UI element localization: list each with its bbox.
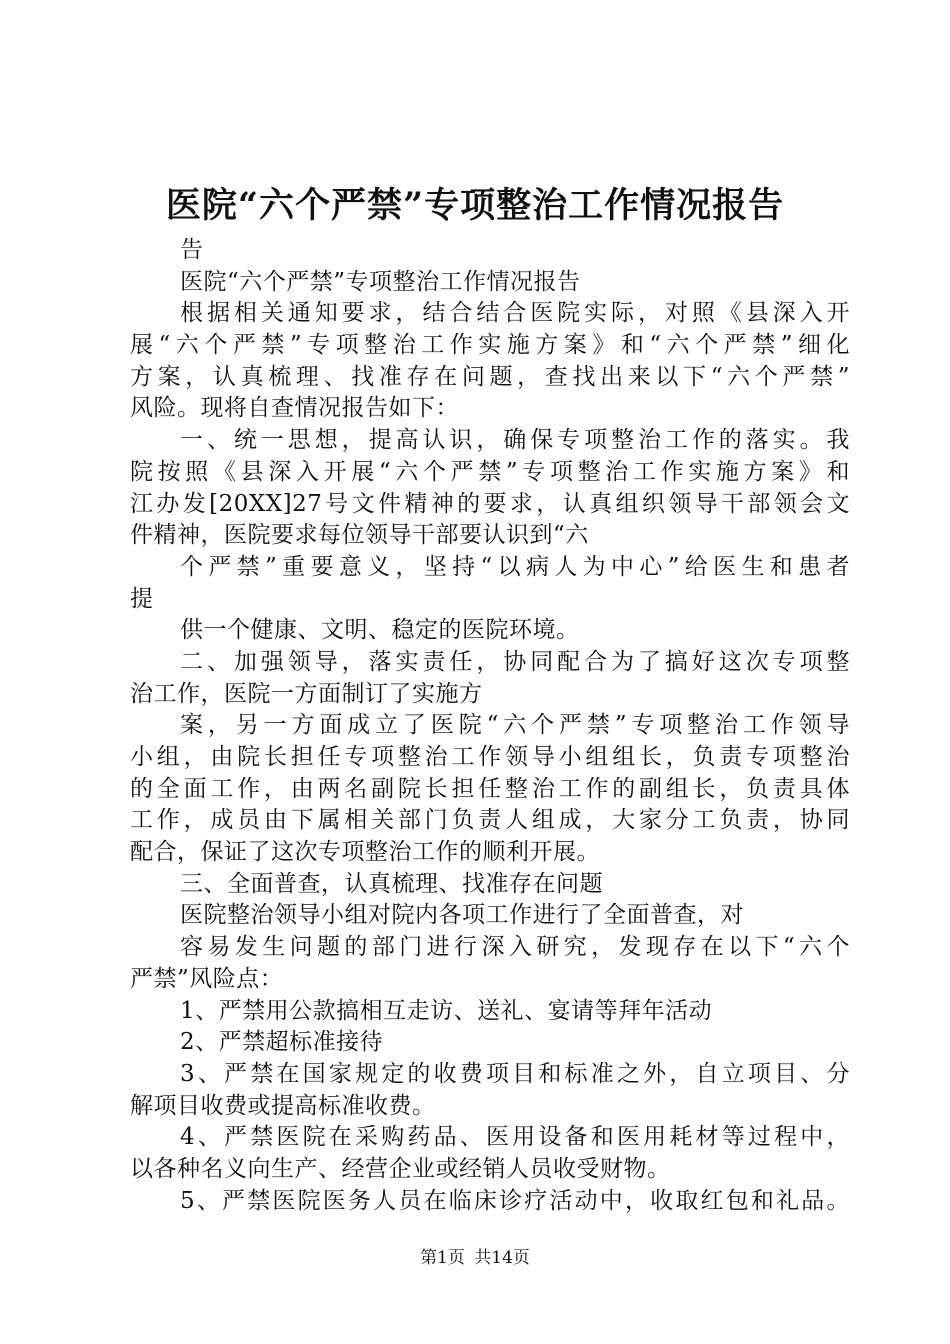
text-line: 工作，成员由下属相关部门负责人组成，大家分工负责，协同 [130,807,850,834]
text-line: 展“六个严禁”专项整治工作实施方案》和“六个严禁”细化 [130,332,850,359]
text-line: 一、统一思想，提高认识，确保专项整治工作的落实。我 [180,427,850,454]
document-body [130,235,850,1217]
text-line: 以各种名义向生产、经营企业或经销人员收受财物。 [130,1155,671,1182]
text-line: 供一个健康、文明、稳定的医院环境。 [180,617,580,644]
page-footer [0,1246,950,1270]
text-line: 1、严禁用公款搞相互走访、送礼、宴请等拜年活动 [180,997,713,1024]
text-line: 案，另一方面成立了医院“六个严禁”专项整治工作领导 [180,712,850,739]
text-line: 解项目收费或提高标准收费。 [130,1092,436,1119]
text-line: 的全面工作，由两名副院长担任整治工作的副组长，负责具体 [130,775,850,802]
page-number: 第1页 [420,1248,465,1268]
text-line: 二、加强领导，落实责任，协同配合为了搞好这次专项整 [180,648,850,675]
text-line: 三、全面普查，认真梳理、找准存在问题 [180,870,603,897]
text-line: 容易发生问题的部门进行深入研究，发现存在以下“六个 [180,934,850,961]
text-line: 医院整治领导小组对院内各项工作进行了全面普查，对 [180,902,744,929]
text-line: 告 [180,237,204,263]
text-line: 4、严禁医院在采购药品、医用设备和医用耗材等过程中， [180,1124,850,1151]
text-line: 5、严禁医院医务人员在临床诊疗活动中，收取红包和礼品。 [180,1187,850,1214]
text-line: 2、严禁超标准接待 [180,1029,384,1056]
text-line: 方案，认真梳理、找准存在问题，查找出来以下“六个严禁” [130,363,850,390]
text-line: 根据相关通知要求，结合结合医院实际，对照《县深入开 [180,300,850,327]
text-line: 3、严禁在国家规定的收费项目和标准之外，自立项目、分 [180,1060,850,1087]
text-line: 风险。现将自查情况报告如下： [130,395,459,422]
text-line: 医院“六个严禁”专项整治工作情况报告 [180,268,581,295]
text-line: 配合，保证了这次专项整治工作的顺利开展。 [130,839,600,866]
text-line: 提 [130,585,154,612]
text-line: 院按照《县深入开展“六个严禁”专项整治工作实施方案》和 [130,458,850,485]
page-total: 共14页 [474,1248,530,1268]
text-line: 严禁”风险点： [130,965,284,992]
text-line: 个严禁”重要意义，坚持“以病人为中心”给医生和患者 [180,553,850,580]
text-line: 小组，由院长担任专项整治工作领导小组组长，负责专项整治 [130,744,850,770]
document-title: 医院“六个严禁”专项整治工作情况报告 [165,185,785,226]
text-line: 江办发[20XX]27号文件精神的要求，认真组织领导干部领会文 [130,490,850,517]
text-line: 治工作，医院一方面制订了实施方 [130,680,483,707]
text-line: 件精神，医院要求每位领导干部要认识到“六 [130,522,589,549]
